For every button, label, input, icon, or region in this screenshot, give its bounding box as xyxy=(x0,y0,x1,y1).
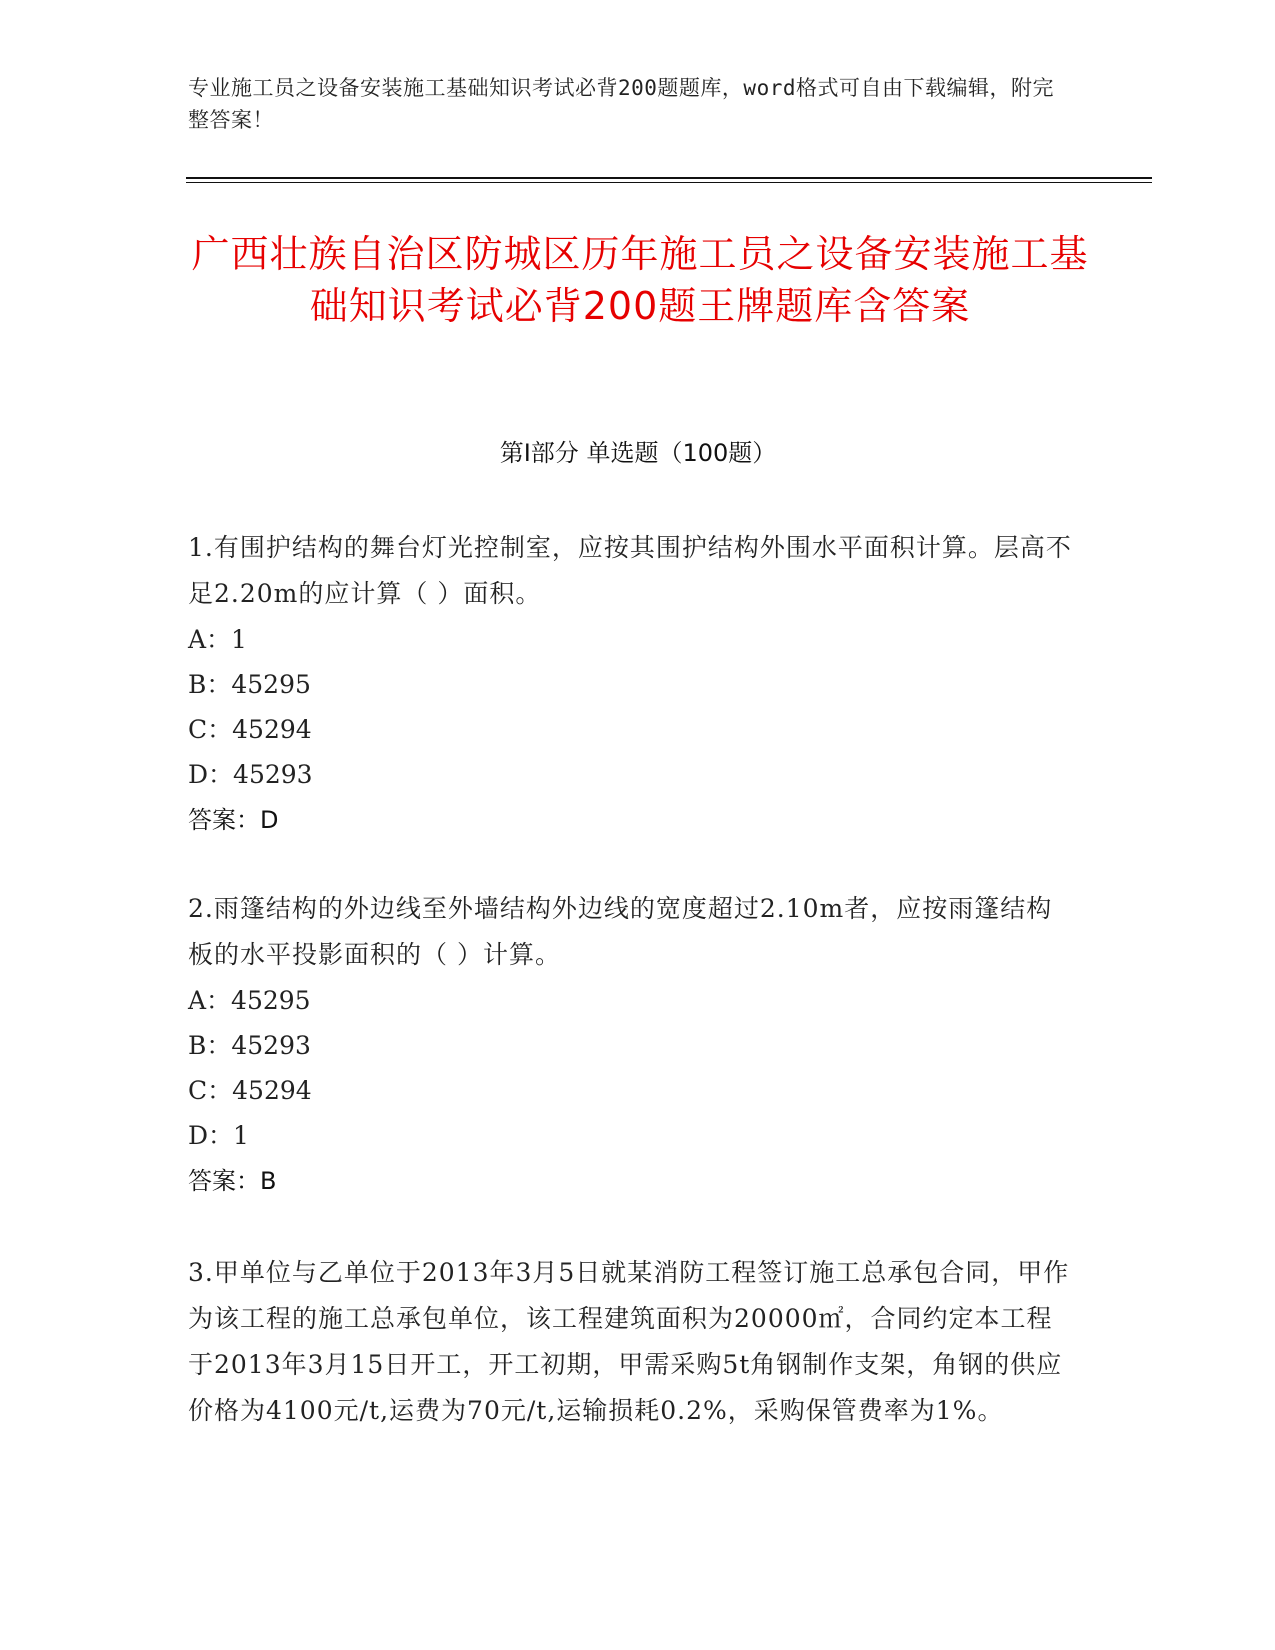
question-text: 2.雨篷结构的外边线至外墙结构外边线的宽度超过2.10m者，应按雨篷结构板的水平投影面积的（ ）计算。 xyxy=(188,894,1053,969)
option-d: D：45293 xyxy=(188,760,313,789)
answer: 答案：B xyxy=(188,1167,277,1195)
header-divider-thin xyxy=(186,182,1152,183)
question-text: 3.甲单位与乙单位于2013年3月5日就某消防工程签订施工总承包合同，甲作为该工程的施工总承包单位，该工程建筑面积为20000㎡，合同约定本工程于2013年3月15日开工，开工初期，甲需采购5t角钢制作支架，角钢的供应价格为4100元/t,运费为70元/t,运输损耗0.2%，采购保管费率为1%。 xyxy=(188,1258,1070,1425)
option-b: B：45293 xyxy=(188,1031,311,1060)
option-b: B：45295 xyxy=(188,670,311,699)
header-divider-thick xyxy=(186,177,1152,179)
document-title: 广西壮族自治区防城区历年施工员之设备安装施工基础知识考试必背200题王牌题库含答案 xyxy=(191,232,1089,328)
question-2 xyxy=(188,886,1078,1204)
question-3 xyxy=(188,1250,1078,1434)
option-d: D：1 xyxy=(188,1121,249,1150)
option-c: C：45294 xyxy=(188,715,312,744)
question-text: 1.有围护结构的舞台灯光控制室，应按其围护结构外围水平面积计算。层高不足2.20m的应计算（ ）面积。 xyxy=(188,533,1072,608)
header-note: 专业施工员之设备安装施工基础知识考试必背200题题库，word格式可自由下载编辑，附完整答案！ xyxy=(188,76,1054,132)
answer: 答案：D xyxy=(188,806,279,834)
option-a: A：45295 xyxy=(188,986,311,1015)
question-1 xyxy=(188,525,1078,843)
section-heading: 第I部分 单选题（100题） xyxy=(499,439,777,467)
option-c: C：45294 xyxy=(188,1076,312,1105)
option-a: A：1 xyxy=(188,625,247,654)
